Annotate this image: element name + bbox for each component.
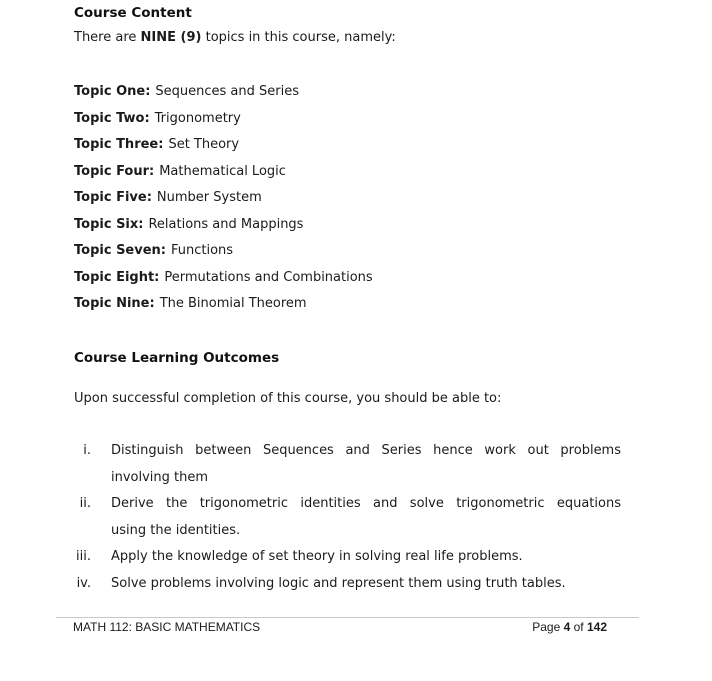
topic-title: Mathematical Logic	[159, 163, 286, 179]
topic-label: Topic Seven:	[74, 243, 166, 258]
topic-title: Functions	[171, 243, 234, 258]
topic-item-nine	[74, 291, 373, 318]
outcome-text	[111, 438, 621, 491]
topic-label: Topic Eight:	[74, 269, 160, 285]
topic-item-three	[74, 132, 373, 159]
footer-course-code: MATH 112: BASIC MATHEMATICS	[73, 620, 261, 634]
outcome-line: Distinguish between Sequences and Series hence work out problems	[111, 443, 621, 458]
topic-item-two	[74, 106, 373, 133]
footer-page-indicator	[532, 620, 607, 634]
topic-title: Set Theory	[168, 137, 240, 152]
topic-item-five	[74, 185, 373, 212]
topic-label: Topic One:	[74, 84, 151, 99]
footer-page-label: Page	[532, 620, 564, 634]
topic-title: The Binomial Theorem	[159, 296, 307, 311]
footer-page-number: 4	[563, 620, 571, 634]
outcome-line: Derive the trigonometric identities and solve trigonometric equations	[111, 496, 621, 511]
intro-text-pre: There are	[74, 30, 141, 45]
outcome-marker: iii.	[76, 549, 91, 564]
outcome-line: involving them	[111, 469, 209, 485]
outcome-text	[111, 571, 621, 598]
footer-divider	[56, 617, 639, 618]
outcome-line: using the identities.	[111, 522, 241, 538]
topic-item-four	[74, 159, 373, 186]
outcome-item-3	[74, 544, 621, 571]
footer-page-total: 142	[586, 620, 607, 634]
topic-title: Relations and Mappings	[148, 216, 304, 232]
outcome-item-2	[74, 491, 621, 544]
topic-title: Permutations and Combinations	[164, 269, 373, 285]
outcomes-intro-paragraph: Upon successful completion of this course, you should be able to:	[74, 391, 502, 406]
topic-item-one	[74, 79, 373, 106]
footer-of-label: of	[570, 620, 587, 634]
outcome-text	[111, 544, 621, 571]
topic-label: Topic Two:	[74, 110, 150, 126]
outcome-marker: ii.	[79, 496, 91, 511]
topic-title: Sequences and Series	[155, 84, 299, 99]
topic-item-eight	[74, 265, 373, 292]
topic-label: Topic Four:	[74, 163, 155, 179]
outcome-line: Apply the knowledge of set theory in solving real life problems.	[111, 549, 523, 564]
course-content-heading: Course Content	[74, 5, 192, 21]
topic-label: Topic Six:	[74, 216, 144, 232]
topic-list	[74, 79, 373, 318]
topic-item-six	[74, 212, 373, 239]
topic-label: Topic Five:	[74, 190, 152, 205]
learning-outcomes-heading: Course Learning Outcomes	[74, 350, 280, 366]
topic-label: Topic Three:	[74, 137, 164, 152]
topic-label: Topic Nine:	[74, 296, 155, 311]
outcomes-list	[74, 438, 621, 597]
outcome-marker: iv.	[76, 575, 91, 591]
outcome-marker: i.	[83, 443, 91, 458]
topic-title: Trigonometry	[154, 110, 241, 126]
outcome-item-4	[74, 571, 621, 598]
topic-title: Number System	[156, 190, 262, 205]
intro-text-post: topics in this course, namely:	[201, 30, 396, 45]
outcome-text	[111, 491, 621, 544]
topic-item-seven	[74, 238, 373, 265]
outcome-line: Solve problems involving logic and represent them using truth tables.	[111, 575, 566, 591]
outcome-item-1	[74, 438, 621, 491]
intro-paragraph	[74, 25, 396, 52]
intro-topic-count: NINE (9)	[140, 30, 202, 45]
